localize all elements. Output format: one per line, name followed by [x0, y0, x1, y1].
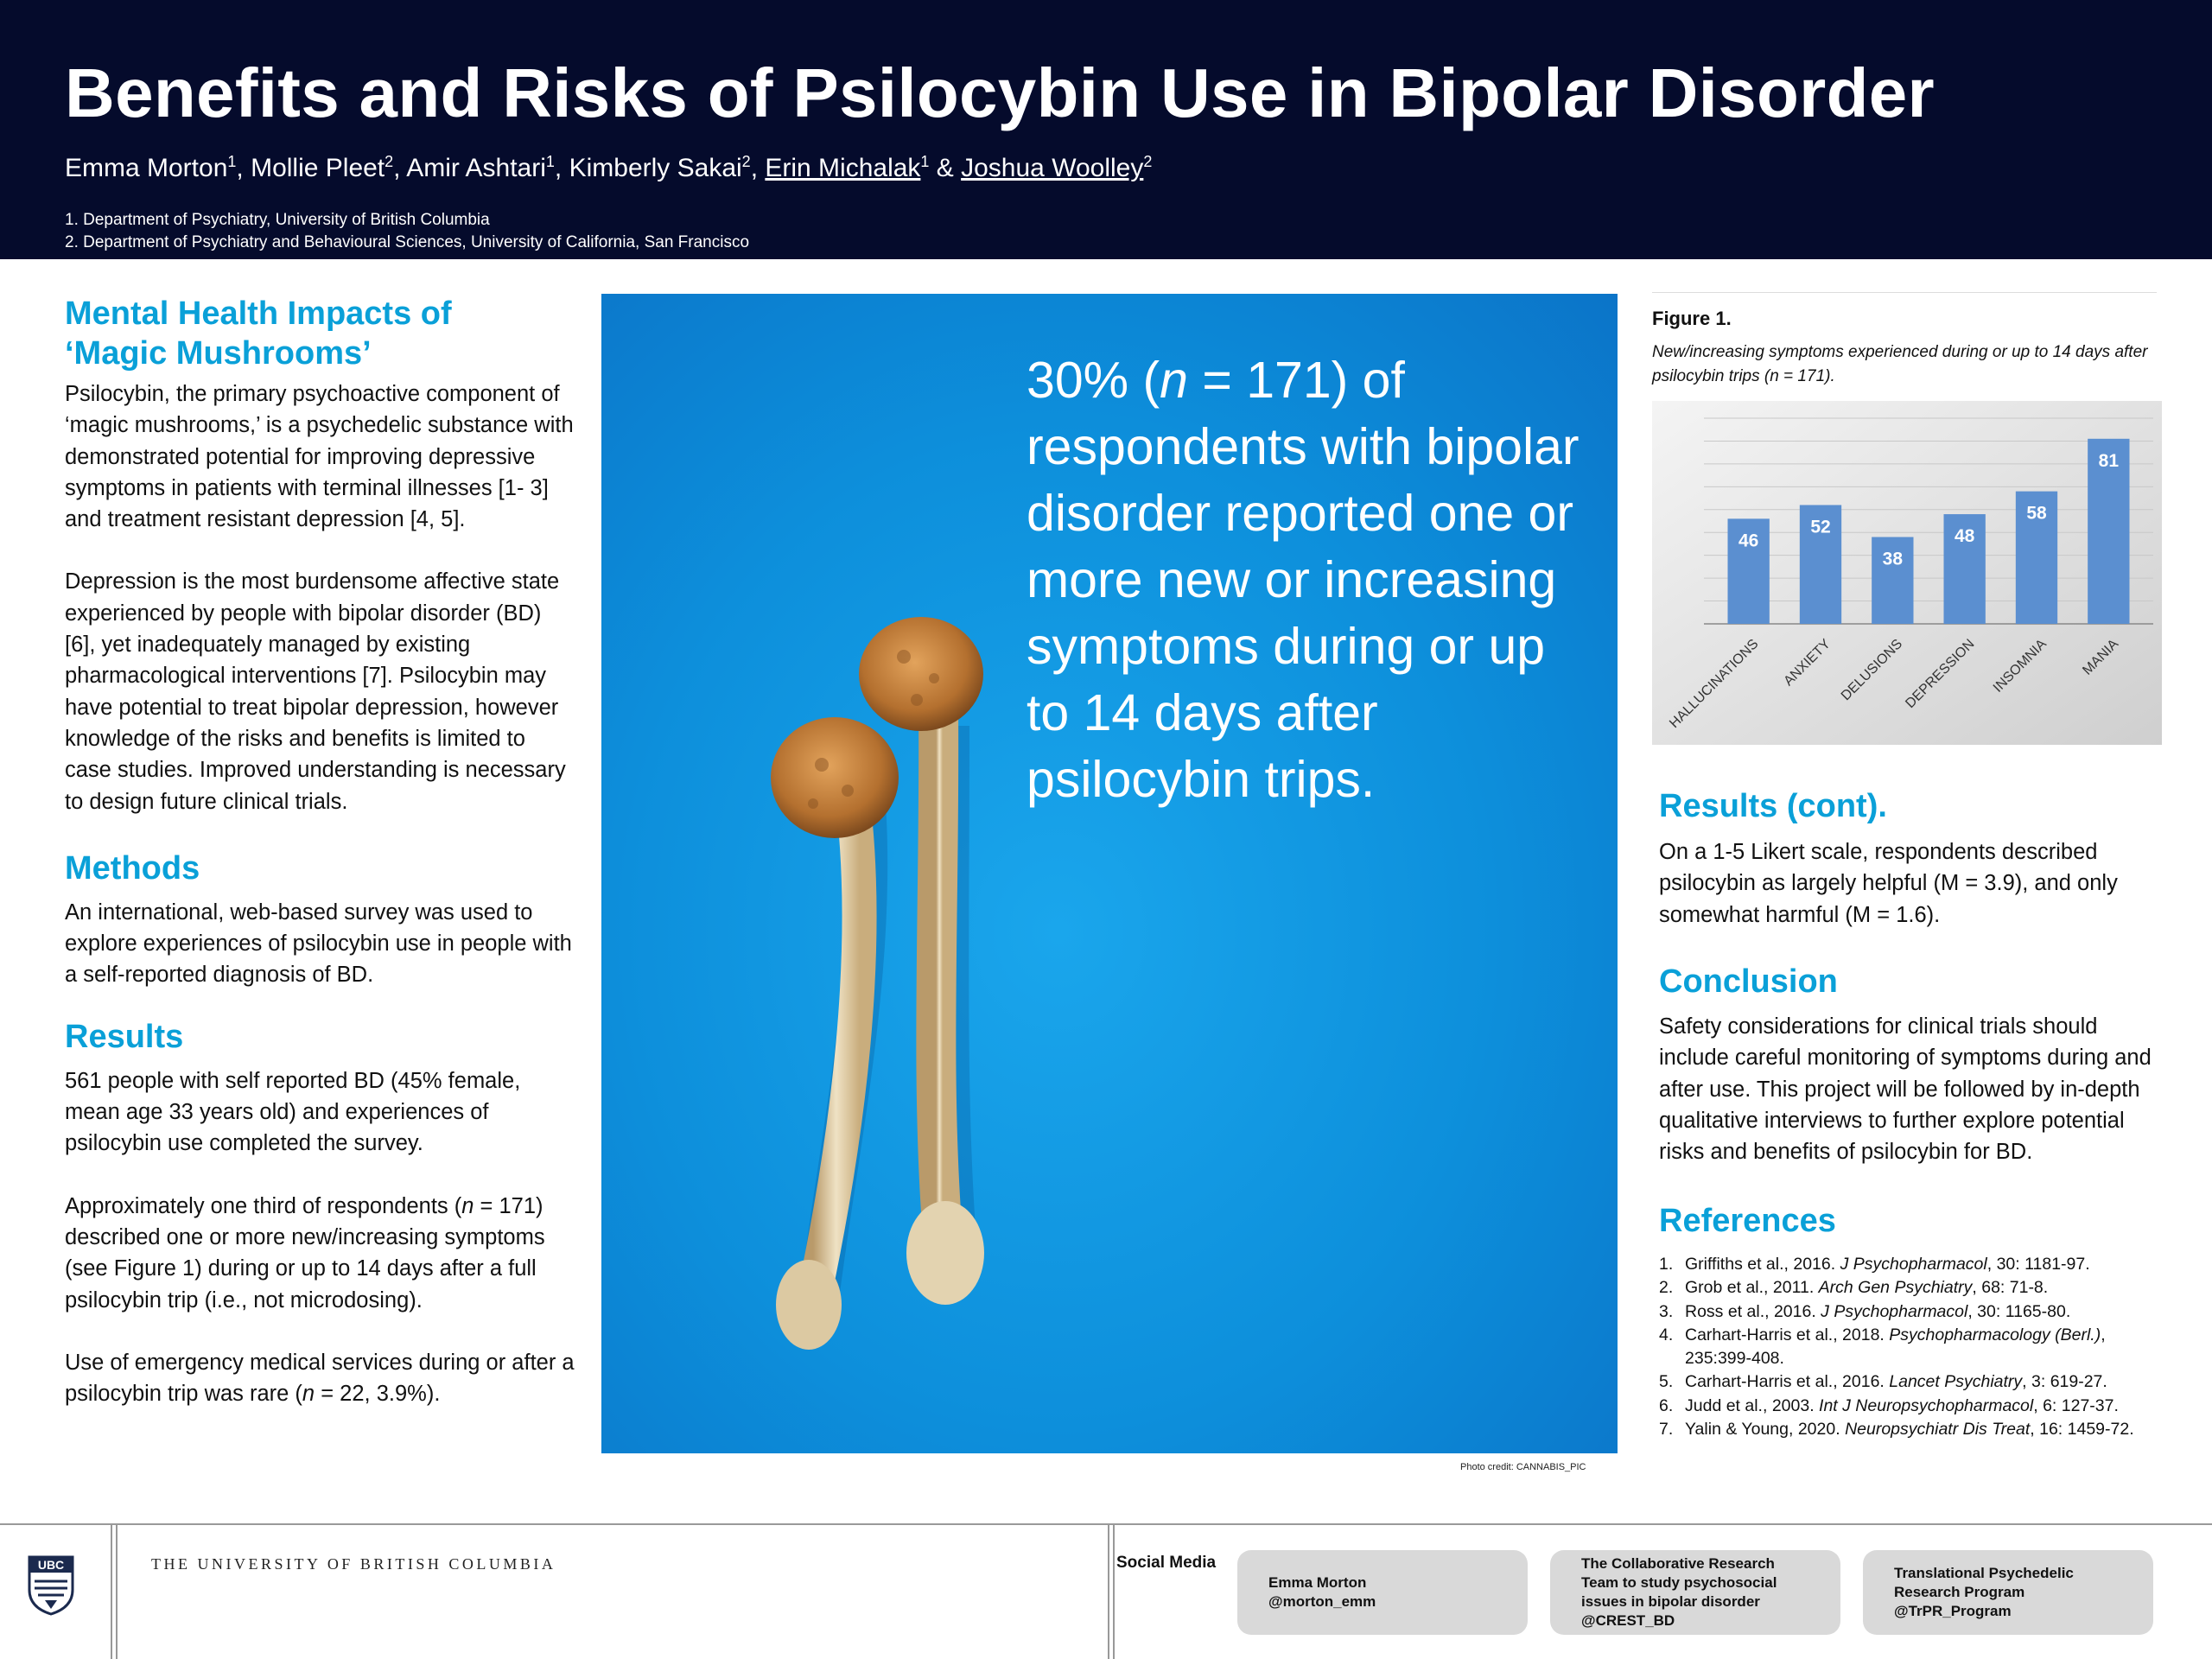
photo-credit: Photo credit: CANNABIS_PIC	[1460, 1462, 1586, 1472]
left-column	[65, 294, 575, 1409]
intro-paragraph-1: Psilocybin, the primary psychoactive component of ‘magic mushrooms,’ is a psychedelic substance with demonstrated potential for improving depressive symptoms in patients with terminal illnesses [1- 3] and treatment resistant depression [4, 5].	[65, 382, 574, 532]
author-name: Emma Morton	[65, 154, 228, 182]
reference-item	[1659, 1300, 2152, 1324]
results-cont-paragraph: On a 1-5 Likert scale, respondents described psilocybin as largely helpful (M = 3.9), and only somewhat harmful (M = 1.6).	[1659, 840, 2118, 927]
results-paragraph-2: Approximately one third of respondents (n = 171) described one or more new/increasing symptoms (see Figure 1) during or up to 14 days after a full psilocybin trip (i.e., not microdosing).	[65, 1193, 545, 1313]
reference-text: Ross et al., 2016. J Psychopharmacol, 30: 1165-80.	[1685, 1301, 2071, 1321]
footer-separator-4	[1113, 1523, 1115, 1659]
reference-text: Carhart-Harris et al., 2016. Lancet Psychiatry, 3: 619-27.	[1685, 1372, 2107, 1392]
footer-divider	[0, 1523, 2212, 1525]
chart-category-label: INSOMNIA	[1990, 636, 2050, 696]
reference-number: 1.	[1659, 1255, 1674, 1274]
conclusion-paragraph: Safety considerations for clinical trials should include careful monitoring of symptoms during and after use. This project will be followed by in-depth qualitative interviews to further explore potential risks and benefits of psilocybin for BD.	[1659, 1014, 2152, 1165]
reference-number: 2.	[1659, 1278, 1674, 1298]
intro-heading	[65, 294, 575, 373]
reference-number: 4.	[1659, 1325, 1674, 1344]
ubc-crest-logo	[28, 1555, 74, 1616]
author-affiliation-number: 2	[1143, 153, 1153, 170]
reference-number: 7.	[1659, 1420, 1674, 1440]
social-card-text: The Collaborative Research Team to study psychosocial issues in bipolar disorder @CREST_BD	[1581, 1555, 1777, 1629]
intro-heading-line-2: ‘Magic Mushrooms’	[65, 335, 372, 372]
figure-caption: New/increasing symptoms experienced during or up to 14 days after psilocybin trips (n = 171).	[1652, 343, 2148, 385]
social-card-text: Translational Psychedelic Research Program @TrPR_Program	[1894, 1565, 2074, 1619]
statistic-callout: 30% (n = 171) of respondents with bipolar disorder reported one or more new or increasing symptoms during or up to 14 days after psilocybin trips.	[1027, 352, 1580, 808]
university-name: THE UNIVERSITY OF BRITISH COLUMBIA	[151, 1555, 556, 1573]
author-affiliation-number: 1	[920, 153, 930, 170]
social-card-crest-bd[interactable]	[1550, 1550, 1840, 1635]
results-heading: Results	[65, 1018, 184, 1055]
chart-category-label: HALLUCINATIONS	[1667, 636, 1762, 732]
footer-separator-3	[1108, 1523, 1109, 1659]
reference-text: Grob et al., 2011. Arch Gen Psychiatry, 68: 71-8.	[1685, 1278, 2049, 1298]
author-affiliation-number: 2	[385, 153, 394, 170]
figure-label: Figure 1.	[1652, 308, 1732, 329]
reference-item	[1659, 1395, 2152, 1418]
affiliations	[65, 209, 749, 254]
social-card-text: Emma Morton @morton_emm	[1268, 1574, 1376, 1610]
mushroom-photo	[601, 294, 1618, 1453]
chart-data-label: 52	[1810, 517, 1831, 537]
poster-title: Benefits and Risks of Psilocybin Use in Bipolar Disorder	[65, 54, 1935, 131]
reference-item	[1659, 1276, 2152, 1300]
reference-number: 5.	[1659, 1372, 1674, 1392]
methods-paragraph: An international, web-based survey was used to explore experiences of psilocybin use in people with a self-reported diagnosis of BD.	[65, 899, 572, 988]
figure-top-rule	[1652, 292, 2157, 293]
chart-category-label: ANXIETY	[1781, 636, 1834, 690]
symptom-bar-chart	[1652, 401, 2162, 745]
reference-text: Judd et al., 2003. Int J Neuropsychopharmacol, 6: 127-37.	[1685, 1395, 2119, 1415]
reference-item	[1659, 1324, 2152, 1371]
reference-item	[1659, 1418, 2152, 1441]
reference-list	[1659, 1253, 2152, 1441]
reference-text: Griffiths et al., 2016. J Psychopharmacol, 30: 1181-97.	[1685, 1255, 2090, 1274]
reference-text: Carhart-Harris et al., 2018. Psychopharmacology (Berl.), 235:399-408.	[1685, 1325, 2106, 1369]
author-name: Joshua Woolley	[961, 154, 1144, 182]
author-affiliation-number: 2	[741, 153, 751, 170]
reference-text: Yalin & Young, 2020. Neuropsychiatr Dis Treat, 16: 1459-72.	[1685, 1420, 2134, 1440]
chart-data-label: 38	[1882, 549, 1904, 569]
social-card-emma-morton[interactable]	[1237, 1550, 1528, 1635]
author-name: Amir Ashtari	[406, 154, 546, 182]
intro-paragraph-2: Depression is the most burdensome affective state experienced by people with bipolar disorder (BD) [6], yet inadequately managed by existing pharmacological interventions [7]. Psilocybin may have potential to treat bipolar depression, however knowledge of the risks and benefits is limited to case studies. Improved understanding is necessary to design future clinical trials.	[65, 569, 566, 814]
references-heading: References	[1659, 1203, 1836, 1239]
social-card-trpr-program[interactable]	[1863, 1550, 2153, 1635]
poster-header	[0, 0, 2212, 259]
reference-number: 6.	[1659, 1395, 1674, 1415]
chart-category-label: MANIA	[2080, 636, 2122, 678]
reference-item	[1659, 1370, 2152, 1394]
chart-data-label: 58	[2026, 503, 2047, 524]
svg-text:UBC: UBC	[37, 1558, 65, 1572]
methods-heading: Methods	[65, 849, 200, 887]
chart-data-label: 81	[2098, 450, 2120, 471]
results-paragraph-1: 561 people with self reported BD (45% female, mean age 33 years old) and experiences of psilocybin use completed the survey.	[65, 1068, 521, 1156]
reference-item	[1659, 1253, 2152, 1276]
results-paragraph-3: Use of emergency medical services during or after a psilocybin trip was rare (n = 22, 3.9%).	[65, 1350, 575, 1407]
affiliation-2: 2. Department of Psychiatry and Behavioural Sciences, University of California, San Francisco	[65, 233, 750, 251]
chart-category-label: DEPRESSION	[1903, 636, 1978, 712]
chart-data-label: 46	[1738, 531, 1759, 551]
author-affiliation-number: 1	[545, 153, 555, 170]
chart-category-label: DELUSIONS	[1838, 636, 1906, 704]
footer-separator-2	[116, 1523, 118, 1659]
chart-data-label: 48	[1954, 526, 1975, 547]
author-list: Emma Morton$^1$, Mollie Pleet$^2$, Amir Ashtari$^1$, Kimberly Sakai$^2$, Erin Michalak$^1$ & Joshua Woolley$^2$	[65, 153, 1153, 182]
results-cont-heading: Results (cont).	[1659, 788, 1887, 824]
author-name: Erin Michalak	[765, 154, 921, 182]
author-name: Kimberly Sakai	[569, 154, 742, 182]
affiliation-1: 1. Department of Psychiatry, University of British Columbia	[65, 211, 490, 229]
social-media-label: Social Media	[1116, 1554, 1217, 1572]
author-affiliation-number: 1	[227, 153, 237, 170]
conclusion-heading: Conclusion	[1659, 963, 1838, 1000]
reference-number: 3.	[1659, 1301, 1674, 1321]
intro-heading-line-1: Mental Health Impacts of	[65, 296, 452, 332]
footer-separator-1	[111, 1523, 112, 1659]
author-name: Mollie Pleet	[251, 154, 385, 182]
